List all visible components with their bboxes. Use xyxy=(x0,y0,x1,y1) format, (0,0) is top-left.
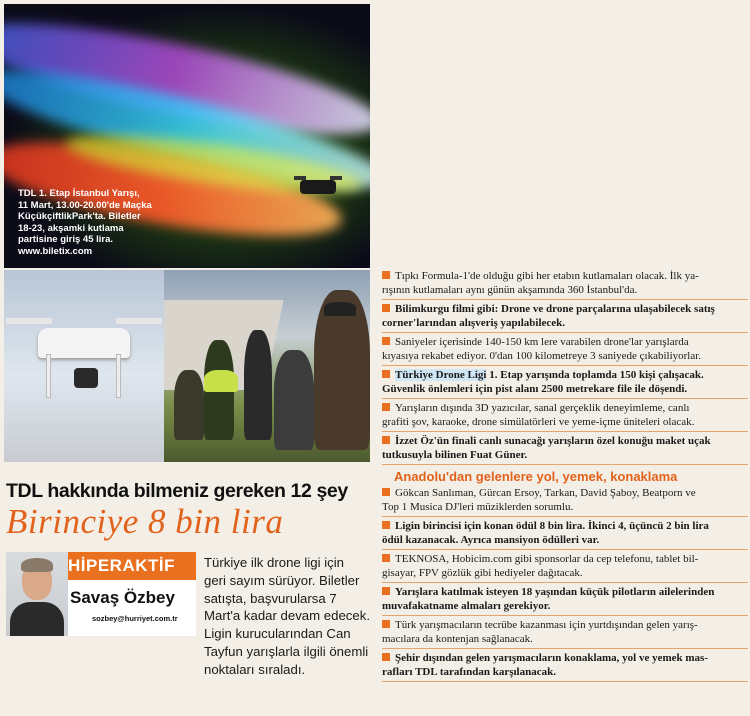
intro-line: Mart'a kadar devam edecek. xyxy=(204,608,370,624)
list-item-text: Bilimkurgu filmi gibi: Drone ve drone parçalarına ulaşabilecek satış xyxy=(395,303,715,315)
pilots-photo xyxy=(164,270,370,462)
list-item-text: Ligin birincisi için konan ödül 8 bin lira. İkinci 4, üçüncü 2 bin lira xyxy=(395,520,709,532)
list-item-text: Türk yarışmacıların tecrübe kazanması için yurtdışından gelen yarış- xyxy=(395,619,698,631)
list-item-text: TEKNOSA, Hobicim.com gibi sponsorlar da cep telefonu, tablet bil- xyxy=(395,553,699,565)
section-subhead: Anadolu'dan gelenlere yol, yemek, konaklama xyxy=(394,469,678,484)
list-item-text: gisayar, FPV gözlük gibi hediyeler dağıtacak. xyxy=(382,566,583,579)
hero-photo xyxy=(4,4,370,268)
person-figure xyxy=(174,370,204,440)
list-item-text: tutkusuyla bilinen Fuat Güner. xyxy=(382,448,528,461)
bullet-square-icon xyxy=(382,337,390,345)
list-item xyxy=(382,619,748,649)
headline: TDL hakkında bilmeniz gereken 12 şey xyxy=(6,480,348,502)
list-item xyxy=(382,487,748,517)
intro-line: geri sayım sürüyor. Biletler xyxy=(204,572,360,588)
intro-line: satışta, başvurularsa 7 xyxy=(204,590,337,606)
list-item-text: Yarışlara katılmak isteyen 18 yaşından küçük pilotların ailelerinden xyxy=(395,586,715,598)
safety-vest xyxy=(204,370,238,392)
bullet-square-icon xyxy=(382,488,390,496)
bullet-square-icon xyxy=(382,271,390,279)
list-item xyxy=(382,270,748,300)
list-item-text: Güvenlik önlemleri için pist alanı 2500 metrekare file ile döşendi. xyxy=(382,382,688,395)
list-item-text: Şehir dışından gelen yarışmacıların konaklama, yol ve yemek mas- xyxy=(395,652,709,664)
list-item-text: İzzet Öz'ün finali canlı sunacağı yarışların özel konuğu maket uçak xyxy=(395,435,711,447)
intro-line: Türkiye ilk drone ligi için xyxy=(204,555,344,570)
intro-line: Tayfun yarışlarla ilgili önemli xyxy=(204,643,369,659)
drone-photo xyxy=(4,270,164,462)
columnist-box xyxy=(6,552,196,636)
list-item-text: Yarışların dışında 3D yazıcılar, sanal gerçeklik deneyimleme, canlı xyxy=(395,402,690,414)
bullet-square-icon xyxy=(382,620,390,628)
list-item xyxy=(382,586,748,616)
intro-line: Ligin kurucularından Can xyxy=(204,626,351,642)
list-item xyxy=(382,369,748,399)
hero-caption-line: 18-23, akşamki kutlama xyxy=(18,222,124,234)
racing-drone-icon xyxy=(300,180,336,194)
person-figure xyxy=(274,350,314,450)
list-item-text: macılara da kontenjan sağlanacak. xyxy=(382,632,533,645)
list-item xyxy=(382,303,748,333)
drone-leg xyxy=(116,354,121,398)
avatar-hair xyxy=(21,558,53,572)
list-item xyxy=(382,553,748,583)
section-label: HİPERAKTİF xyxy=(6,552,196,580)
bullet-square-icon xyxy=(382,436,390,444)
list-item-text: ödül kazanacak. Ayrıca mansiyon ödülleri var. xyxy=(382,533,600,546)
bullet-square-icon xyxy=(382,653,390,661)
columnist-name: Savaş Özbey xyxy=(70,588,175,607)
gimbal-camera-icon xyxy=(74,368,98,388)
drone-leg xyxy=(46,354,51,398)
person-figure xyxy=(244,330,272,440)
list-item-text: corner'larından alışveriş yapılabilecek. xyxy=(382,316,566,329)
columnist-email: sozbey@hurriyet.com.tr xyxy=(92,614,178,623)
list-item-text: 1. Etap yarışında toplamda 150 kişi çalışacak. xyxy=(486,369,704,381)
list-item xyxy=(382,402,748,432)
hero-caption-line: TDL 1. Etap İstanbul Yarışı, xyxy=(18,188,140,199)
list-item xyxy=(382,652,748,682)
list-item-text: Tıpkı Formula-1'de olduğu gibi her etabın kutlamaları olacak. İlk ya- xyxy=(395,270,699,282)
list-item-text: rışının kutlamaları aynı günün akşamında 360 İstanbul'da. xyxy=(382,283,638,296)
list-item-text: grafiti şov, karaoke, drone simülatörleri ve yeme-içme üniteleri olacak. xyxy=(382,415,695,428)
drone-arm-right xyxy=(116,318,162,324)
intro-line: noktaları sıraladı. xyxy=(204,661,306,677)
list-item-text: kıyasıya rekabet ediyor. 0'dan 100 kilometreye 3 saniyede çıkabiliyorlar. xyxy=(382,349,702,362)
hero-caption-line: 11 Mart, 13.00-20.00'de Maçka xyxy=(18,199,152,211)
fpv-goggles-icon xyxy=(324,302,356,316)
list-item xyxy=(382,435,748,465)
bullet-square-icon xyxy=(382,554,390,562)
avatar xyxy=(6,552,68,636)
list-item xyxy=(382,336,748,366)
drone-arm-left xyxy=(6,318,52,324)
bullet-square-icon xyxy=(382,521,390,529)
bullet-square-icon xyxy=(382,587,390,595)
subheadline: Birinciye 8 bin lira xyxy=(6,502,284,541)
list-item-text: Gökcan Sanlıman, Gürcan Ersoy, Tarkan, David Şaboy, Beatporn ve xyxy=(395,487,696,499)
list-item-text: Top 1 Musica DJ'leri müziklerden sorumlu. xyxy=(382,500,574,513)
highlighted-text: Türkiye Drone Ligi xyxy=(395,369,487,381)
bullet-square-icon xyxy=(382,403,390,411)
list-column xyxy=(382,270,748,685)
list-item-text: Saniyeler içerisinde 140-150 km lere varabilen drone'lar yarışlarda xyxy=(395,336,689,348)
hero-caption xyxy=(18,188,186,258)
avatar-shirt xyxy=(10,602,64,636)
bullet-square-icon xyxy=(382,370,390,378)
list-item-text: muvafakatname almaları gerekiyor. xyxy=(382,599,551,612)
hero-caption-line: KüçükçiftlikPark'ta. Biletler xyxy=(18,211,141,223)
hero-caption-line: partisine giriş 45 lira. xyxy=(18,234,114,246)
intro-paragraph xyxy=(204,554,374,679)
hero-caption-line: www.biletix.com xyxy=(18,245,93,257)
list-item-text: rafları TDL tarafından karşılanacak. xyxy=(382,665,556,678)
bullet-square-icon xyxy=(382,304,390,312)
list-item xyxy=(382,520,748,550)
